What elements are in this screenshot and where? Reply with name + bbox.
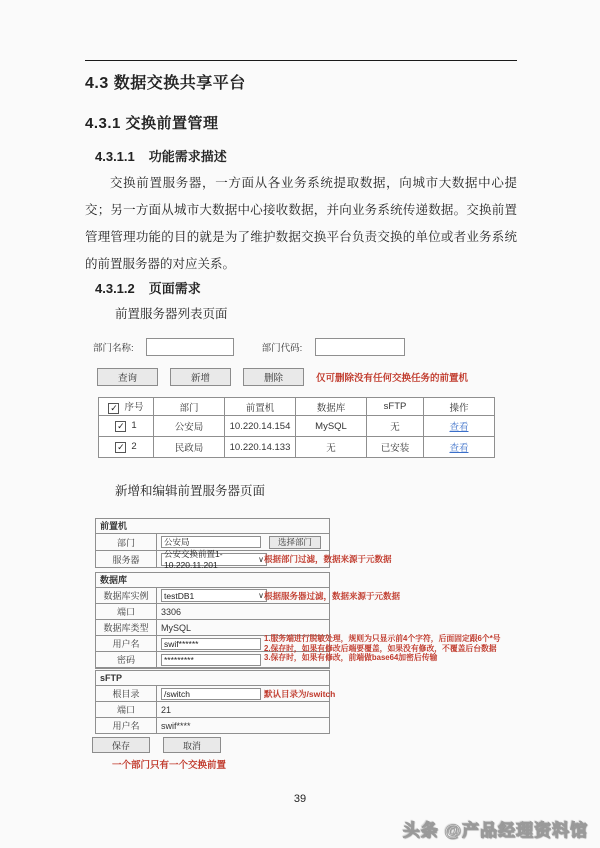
db-type-label: 数据库类型 bbox=[96, 620, 157, 635]
heading-4-3: 4.3 数据交换共享平台 bbox=[85, 75, 246, 92]
front-machine-title: 前置机 bbox=[96, 519, 329, 534]
sftp-root-row bbox=[96, 686, 336, 702]
db-port-row bbox=[96, 604, 329, 620]
sftp-port-label: 端口 bbox=[96, 702, 157, 717]
cell-seq bbox=[99, 437, 154, 458]
sftp-user-label: 用户名 bbox=[96, 718, 157, 733]
sftp-root-annotation: 默认目录为/switch bbox=[264, 688, 336, 699]
heading-title: 页面需求 bbox=[148, 281, 201, 296]
front-server-table bbox=[98, 397, 495, 458]
masking-annotation-line: 2.保存时，如果有修改后端要覆盖，如果没有修改，不覆盖后台数据 bbox=[264, 643, 497, 653]
server-label: 服务器 bbox=[96, 551, 157, 567]
cancel-button[interactable]: 取消 bbox=[163, 737, 221, 753]
db-port-value: 3306 bbox=[161, 606, 182, 617]
list-toolbar bbox=[97, 368, 468, 386]
db-password-input[interactable] bbox=[161, 654, 261, 666]
chevron-down-icon: ∨ bbox=[258, 554, 264, 564]
db-port-label: 端口 bbox=[96, 604, 157, 619]
page-number: 39 bbox=[293, 793, 307, 805]
edit-actions bbox=[92, 737, 221, 753]
sftp-root-input[interactable] bbox=[161, 688, 261, 700]
db-instance-annotation: 根据服务器过滤，数据来源于元数据 bbox=[264, 590, 401, 601]
dept-code-label: 部门代码: bbox=[261, 343, 303, 354]
heading-4-3-1-2 bbox=[95, 278, 201, 297]
masking-annotation-line: 3.保存时，如果有修改，前端做base64加密后传输 bbox=[264, 653, 438, 663]
header-host: 前置机 bbox=[225, 398, 296, 416]
header-rule bbox=[85, 60, 517, 61]
edit-page-caption: 新增和编辑前置服务器页面 bbox=[115, 484, 266, 498]
cell-db: MySQL bbox=[296, 416, 367, 437]
header-label: 序号 bbox=[124, 402, 144, 413]
dept-input[interactable] bbox=[161, 536, 261, 548]
list-page-caption: 前置服务器列表页面 bbox=[115, 307, 228, 321]
heading-number: 4.3.1.1 bbox=[95, 149, 135, 164]
sftp-root-label: 根目录 bbox=[96, 686, 157, 701]
one-dept-annotation: 一个部门只有一个交换前置 bbox=[112, 760, 227, 771]
sftp-port-value: 21 bbox=[161, 704, 172, 715]
server-select-value: 公安交换前置1-10.220.11.201 bbox=[164, 549, 223, 570]
cell-dept: 民政局 bbox=[154, 437, 225, 458]
db-instance-row bbox=[96, 588, 401, 604]
delete-annotation: 仅可删除没有任何交换任务的前置机 bbox=[316, 373, 469, 384]
header-seq bbox=[99, 398, 154, 416]
row-checkbox[interactable]: ✓ bbox=[117, 421, 125, 431]
dept-code-input[interactable] bbox=[315, 338, 405, 356]
sftp-title: sFTP bbox=[96, 671, 329, 686]
filter-row bbox=[93, 338, 405, 356]
front-machine-box bbox=[95, 518, 392, 570]
watermark: 头条 @产品经理资料馆 bbox=[402, 821, 588, 840]
header-action: 操作 bbox=[424, 398, 495, 416]
cell-action bbox=[424, 437, 495, 458]
cell-dept: 公安局 bbox=[154, 416, 225, 437]
server-annotation: 根据部门过滤，数据来源于元数据 bbox=[264, 554, 392, 564]
table-row bbox=[99, 416, 495, 437]
table-header-row bbox=[99, 398, 495, 416]
cell-seq bbox=[99, 416, 154, 437]
view-link[interactable]: 查看 bbox=[449, 422, 469, 433]
db-type-value: MySQL bbox=[161, 622, 192, 633]
sftp-user-value: swif**** bbox=[161, 720, 191, 731]
db-user-label: 用户名 bbox=[96, 636, 157, 651]
body-paragraph: 交换前置服务器，一方面从各业务系统提取数据，向城市大数据中心提交；另一方面从城市大数据中心接收数据，并向业务系统传递数据。交换前置管理管理功能的目的就是为了维护数据交换平台负责交换的单位或者业务系统的前置服务器的对应关系。 bbox=[85, 176, 517, 271]
db-password-label: 密码 bbox=[96, 652, 157, 667]
header-sftp: sFTP bbox=[367, 398, 424, 416]
dept-name-input[interactable] bbox=[146, 338, 234, 356]
query-button[interactable]: 查询 bbox=[97, 368, 158, 386]
heading-title: 功能需求描述 bbox=[148, 149, 227, 164]
cell-sftp: 无 bbox=[367, 416, 424, 437]
server-select[interactable] bbox=[161, 549, 267, 570]
cell-action bbox=[424, 416, 495, 437]
server-row bbox=[96, 549, 392, 570]
dept-name-label: 部门名称: bbox=[93, 343, 134, 354]
sftp-user-row bbox=[96, 718, 329, 733]
sftp-box bbox=[95, 670, 336, 734]
row-checkbox[interactable]: ✓ bbox=[117, 442, 125, 452]
database-title: 数据库 bbox=[96, 573, 329, 588]
delete-button[interactable]: 删除 bbox=[243, 368, 304, 386]
heading-4-3-1-1 bbox=[95, 146, 227, 165]
select-dept-button[interactable]: 选择部门 bbox=[269, 536, 321, 549]
seq-value: 1 bbox=[131, 420, 137, 431]
save-button[interactable]: 保存 bbox=[92, 737, 150, 753]
db-user-input[interactable] bbox=[161, 638, 261, 650]
chevron-down-icon: ∨ bbox=[258, 591, 264, 600]
heading-4-3-1: 4.3.1 交换前置管理 bbox=[85, 115, 219, 132]
db-instance-select[interactable] bbox=[161, 589, 267, 602]
database-box bbox=[95, 572, 501, 669]
masking-annotation bbox=[264, 634, 501, 663]
add-button[interactable]: 新增 bbox=[170, 368, 231, 386]
db-instance-value: testDB1 bbox=[164, 590, 195, 601]
db-instance-label: 数据库实例 bbox=[96, 588, 157, 603]
sftp-port-row bbox=[96, 702, 329, 718]
masking-annotation-line: 1.服务端进行脱敏处理，规则为只显示前4个字符，后面固定跟6个*号 bbox=[264, 634, 501, 643]
seq-value: 2 bbox=[131, 441, 137, 452]
dept-label: 部门 bbox=[96, 534, 157, 550]
cell-host: 10.220.14.133 bbox=[225, 437, 296, 458]
heading-number: 4.3.1.2 bbox=[95, 281, 135, 296]
cell-sftp: 已安装 bbox=[367, 437, 424, 458]
header-dept: 部门 bbox=[154, 398, 225, 416]
select-all-checkbox[interactable]: ✓ bbox=[110, 403, 118, 413]
view-link[interactable]: 查看 bbox=[449, 443, 469, 454]
header-db: 数据库 bbox=[296, 398, 367, 416]
table-row bbox=[99, 437, 495, 458]
cell-host: 10.220.14.154 bbox=[225, 416, 296, 437]
cell-db: 无 bbox=[296, 437, 367, 458]
